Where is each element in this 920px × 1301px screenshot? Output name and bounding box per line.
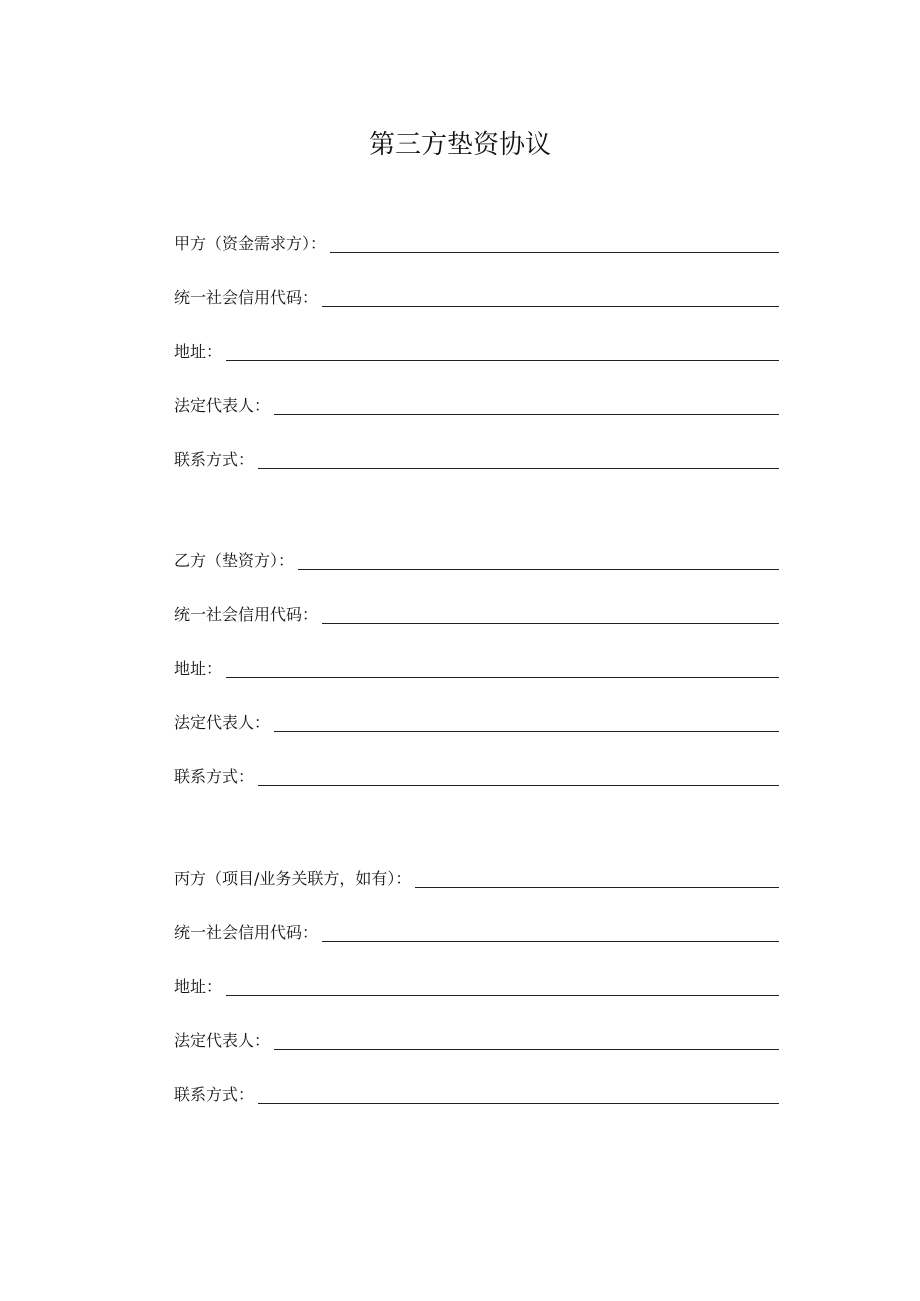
party-c-representative-field — [174, 1017, 779, 1051]
credit-code-label: 统一社会信用代码： — [174, 605, 319, 624]
party-c-credit-code-field — [174, 909, 779, 943]
party-c-name-field — [174, 855, 779, 889]
party-b-credit-code-field — [174, 591, 779, 625]
party-c-section — [174, 855, 779, 1125]
document-title: 第三方垫资协议 — [368, 130, 551, 160]
representative-label: 法定代表人： — [174, 1031, 271, 1050]
party-a-credit-code-field — [174, 274, 779, 308]
party-b-name-field — [174, 537, 779, 571]
credit-code-label: 统一社会信用代码： — [174, 288, 319, 307]
credit-code-label: 统一社会信用代码： — [174, 923, 319, 942]
party-a-address-blank[interactable] — [226, 360, 779, 361]
contact-label: 联系方式： — [174, 450, 255, 469]
party-a-contact-blank[interactable] — [258, 468, 779, 469]
address-label: 地址： — [174, 659, 223, 678]
party-a-representative-field — [174, 382, 779, 416]
party-b-contact-field — [174, 753, 779, 787]
party-b-representative-blank[interactable] — [274, 731, 779, 732]
party-c-heading: 丙方（项目/业务关联方，如有）： — [174, 869, 412, 888]
party-c-representative-blank[interactable] — [274, 1049, 779, 1050]
party-b-address-field — [174, 645, 779, 679]
party-b-representative-field — [174, 699, 779, 733]
party-a-name-field — [174, 220, 779, 254]
party-b-section — [174, 537, 779, 807]
party-c-address-field — [174, 963, 779, 997]
party-b-credit-code-blank[interactable] — [322, 623, 779, 624]
party-a-contact-field — [174, 436, 779, 470]
party-b-name-blank[interactable] — [298, 569, 779, 570]
party-a-credit-code-blank[interactable] — [322, 306, 779, 307]
party-a-section — [174, 220, 779, 490]
contact-label: 联系方式： — [174, 767, 255, 786]
party-b-contact-blank[interactable] — [258, 785, 779, 786]
contact-label: 联系方式： — [174, 1085, 255, 1104]
representative-label: 法定代表人： — [174, 713, 271, 732]
party-b-heading: 乙方（垫资方）： — [174, 551, 295, 570]
party-a-representative-blank[interactable] — [274, 414, 779, 415]
party-c-name-blank[interactable] — [415, 887, 779, 888]
party-a-name-blank[interactable] — [330, 252, 779, 253]
party-c-contact-field — [174, 1071, 779, 1105]
party-a-heading: 甲方（资金需求方）： — [174, 234, 327, 253]
party-a-address-field — [174, 328, 779, 362]
party-c-address-blank[interactable] — [226, 995, 779, 996]
party-c-credit-code-blank[interactable] — [322, 941, 779, 942]
representative-label: 法定代表人： — [174, 396, 271, 415]
address-label: 地址： — [174, 342, 223, 361]
party-c-contact-blank[interactable] — [258, 1103, 779, 1104]
address-label: 地址： — [174, 977, 223, 996]
party-b-address-blank[interactable] — [226, 677, 779, 678]
